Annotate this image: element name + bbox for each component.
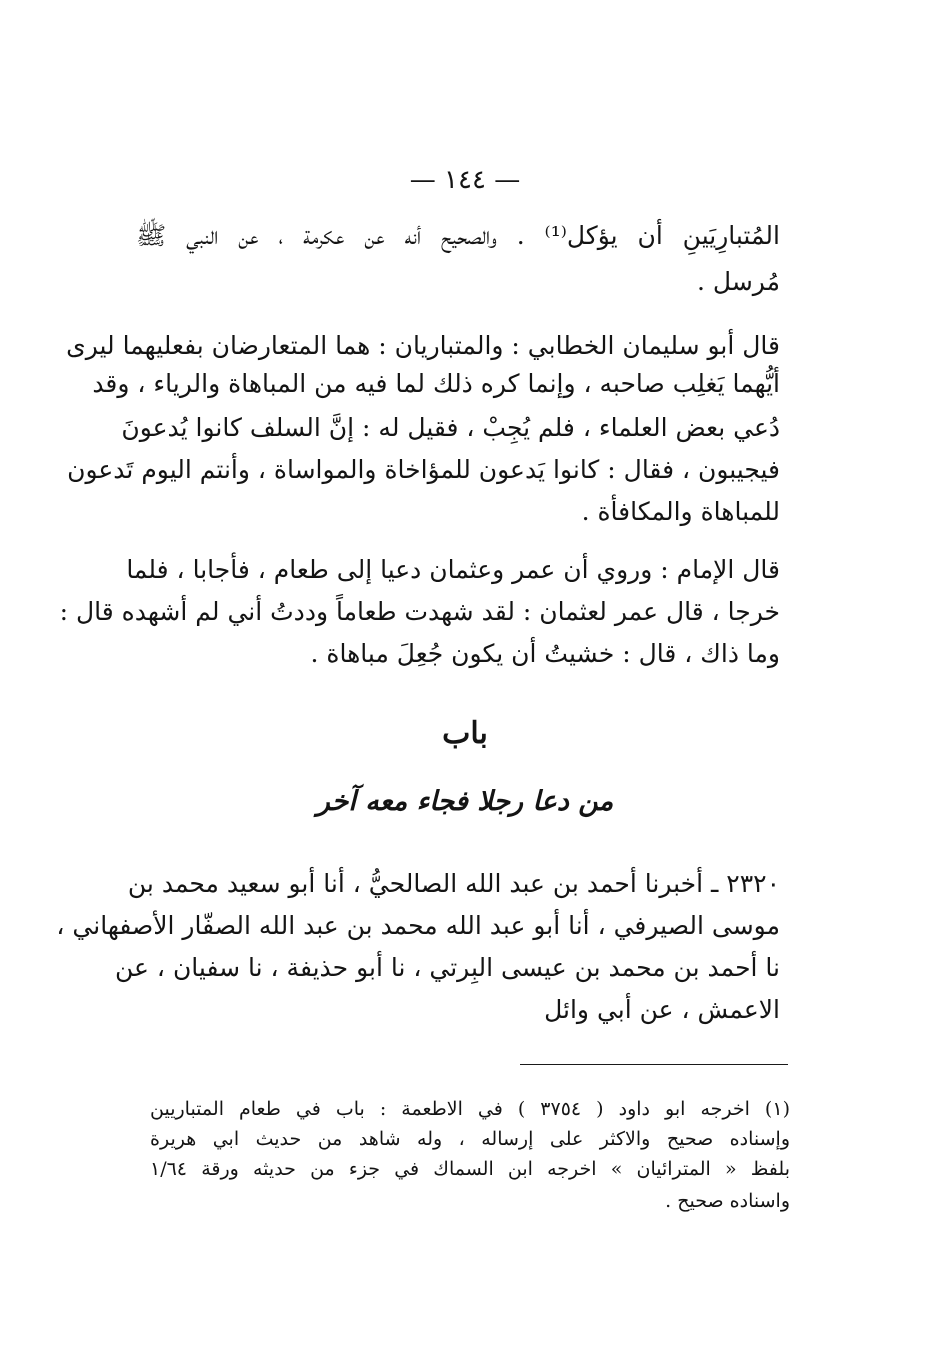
footnote-line: بلفظ « المترائيان » اخرجه ابن السماك في جزء من حديثه ورقة ١/٦٤ <box>150 1158 790 1180</box>
text-line: المُتبارِيَينِ أن يؤكل⁽¹⁾ . والصحيح أنه عن عكرمة ، عن النبي ﷺ <box>136 221 780 250</box>
text-line: للمباهاة والمكافأة . <box>581 497 780 526</box>
text-line: خرجا ، قال عمر لعثمان : لقد شهدت طعاماً وددتُ أني لم أشهده قال : <box>59 597 780 626</box>
text-line: قال الإمام : وروي أن عمر وعثمان دعيا إلى طعام ، فأجابا ، فلما <box>126 555 780 584</box>
page-number: — ١٤٤ — <box>409 165 521 195</box>
hadith-line: ٢٣٢٠ ـ أخبرنا أحمد بن عبد الله الصالحيُّ ، أنا أبو سعيد محمد بن <box>127 869 780 898</box>
chapter-word: باب <box>442 716 488 751</box>
text-line: قال أبو سليمان الخطابي : والمتباريان : هما المتعارضان بفعليهما ليرى <box>66 331 780 360</box>
footnote-line: (١) اخرجه ابو داود ( ٣٧٥٤ ) في الاطعمة : باب في طعام المتباريين <box>150 1098 790 1120</box>
text-line: مُرسل . <box>697 267 780 296</box>
footnote-divider <box>520 1064 788 1065</box>
hadith-line: موسى الصيرفي ، أنا أبو عبد الله محمد بن عبد الله الصفّار الأصفهاني ، <box>56 911 780 940</box>
footnote-line: وإسناده صحيح والاكثر على إرساله ، وله شاهد من حديث ابي هريرة <box>150 1128 790 1150</box>
text-line: دُعي بعض العلماء ، فلم يُجِبْ ، فقيل له : إنَّ السلف كانوا يُدعونَ <box>121 413 780 442</box>
text-line: فيجيبون ، فقال : كانوا يَدعون للمؤاخاة والمواساة ، وأنتم اليوم تَدعون <box>67 455 780 484</box>
footnote-line: واسناده صحيح . <box>665 1190 790 1212</box>
chapter-title: من دعا رجلا فجاء معه آخر <box>316 786 614 817</box>
text-line: أيُّهما يَغلِب صاحبه ، وإنما كره ذلك لما فيه من المباهاة والرياء ، وقد <box>92 369 780 398</box>
hadith-line: نا أحمد بن محمد بن عيسى البِرتي ، نا أبو حذيفة ، نا سفيان ، عن <box>115 953 780 982</box>
text-line: وما ذاك ، قال : خشيتُ أن يكون جُعِلَ مباهاة . <box>310 639 780 668</box>
hadith-line: الاعمش ، عن أبي وائل <box>544 995 780 1024</box>
